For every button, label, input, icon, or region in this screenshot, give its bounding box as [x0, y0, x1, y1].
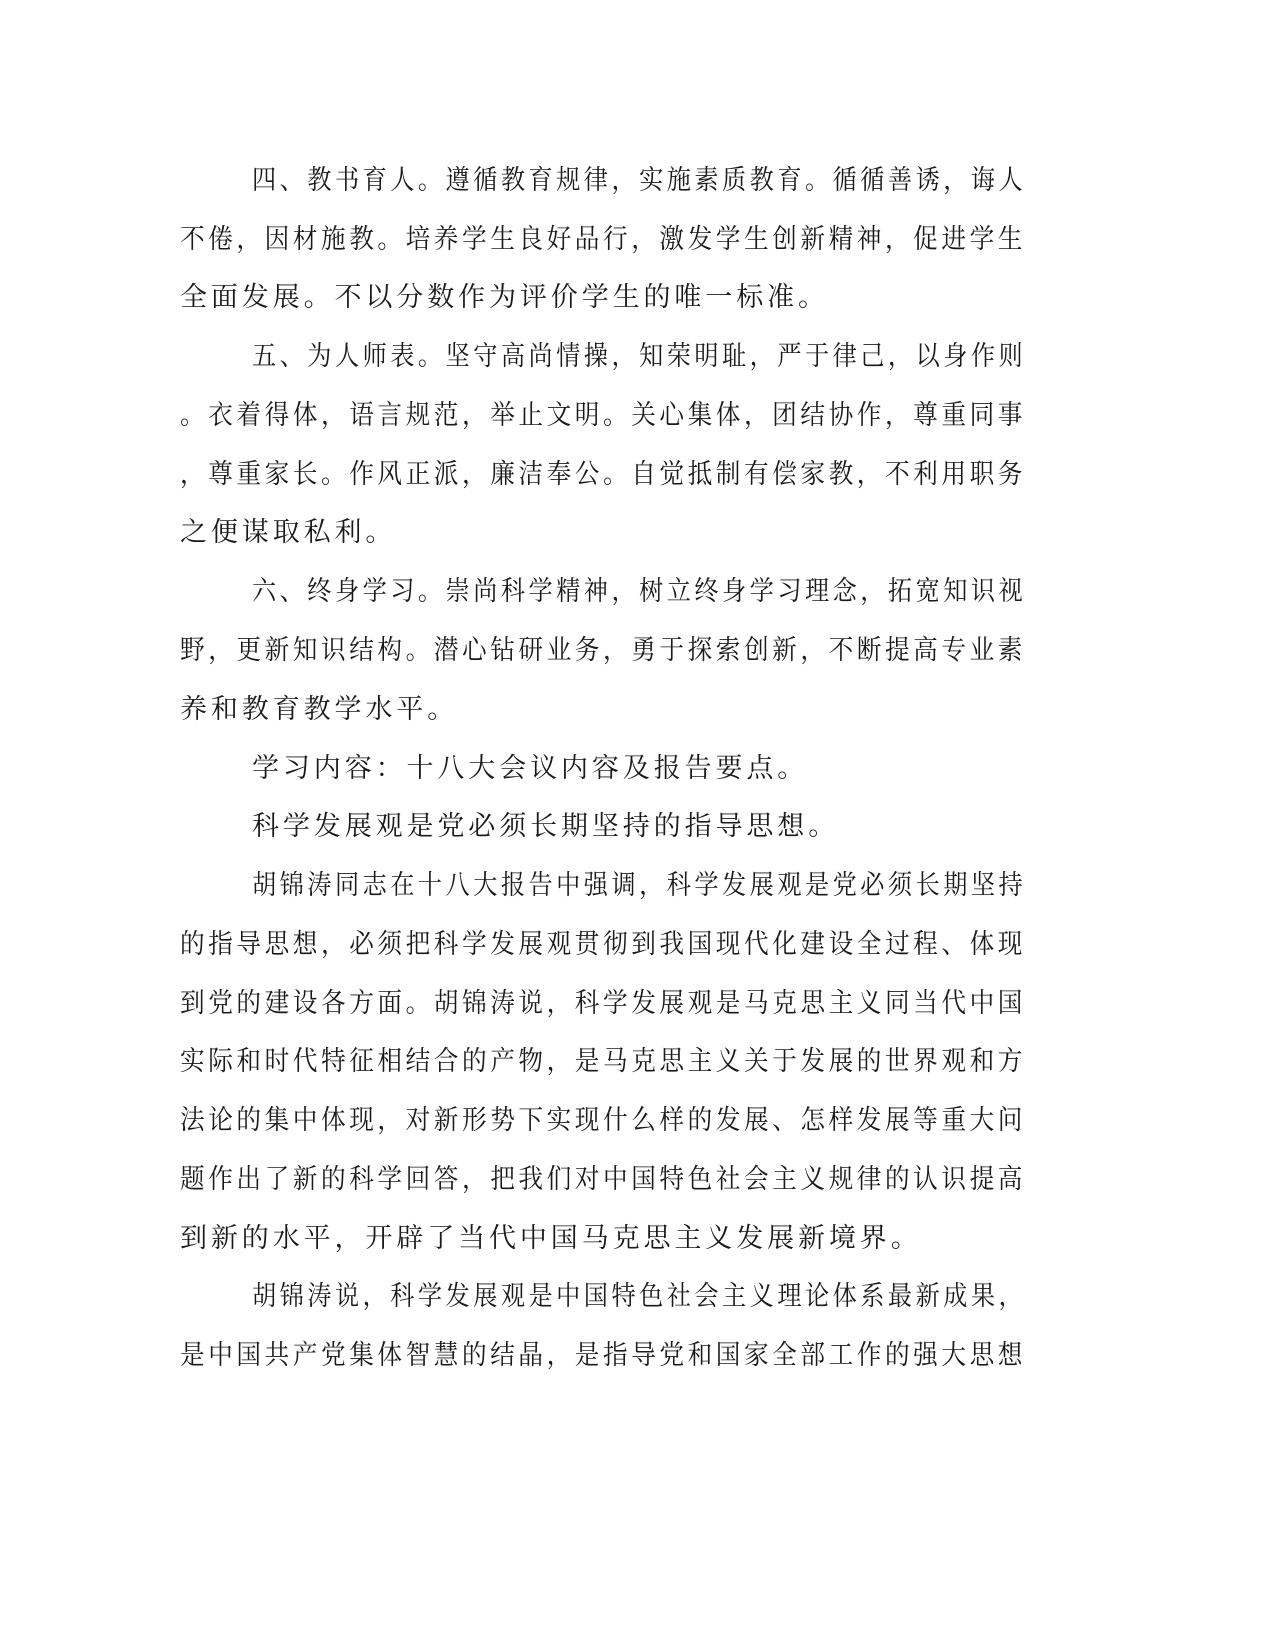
text-line: 之便谋取私利。 [180, 517, 397, 548]
text-line: 胡锦涛同志在十八大报告中强调，科学发展观是党必须长期坚持 [252, 870, 1027, 901]
text-line: ，尊重家长。作风正派，廉洁奉公。自觉抵制有偿家教，不利用职务 [180, 459, 1026, 490]
text-line: 。衣着得体，语言规范，举止文明。关心集体，团结协作，尊重同事 [180, 400, 1026, 431]
text-line: 六、终身学习。崇尚科学精神，树立终身学习理念，拓宽知识视 [252, 576, 1027, 607]
text-line: 不倦，因材施教。培养学生良好品行，激发学生创新精神，促进学生 [180, 224, 1026, 255]
text-line: 法论的集中体现，对新形势下实现什么样的发展、怎样发展等重大问 [180, 1105, 1026, 1136]
text-line: 到党的建设各方面。胡锦涛说，科学发展观是马克思主义同当代中国 [180, 988, 1026, 1019]
text-line: 是中国共产党集体智慧的结晶，是指导党和国家全部工作的强大思想 [180, 1340, 1026, 1371]
text-line: 胡锦涛说，科学发展观是中国特色社会主义理论体系最新成果， [252, 1281, 1027, 1312]
text-line: 养和教育教学水平。 [180, 694, 459, 725]
text-line: 四、教书育人。遵循教育规律，实施素质教育。循循善诱，诲人 [252, 165, 1027, 196]
text-line: 五、为人师表。坚守高尚情操，知荣明耻，严于律己，以身作则 [252, 341, 1027, 372]
text-line: 实际和时代特征相结合的产物，是马克思主义关于发展的世界观和方 [180, 1046, 1026, 1077]
text-line: 科学发展观是党必须长期坚持的指导思想。 [252, 811, 840, 842]
text-line: 学习内容：十八大会议内容及报告要点。 [252, 753, 809, 784]
text-line: 全面发展。不以分数作为评价学生的唯一标准。 [180, 282, 829, 313]
text-line: 野，更新知识结构。潜心钻研业务，勇于探索创新，不断提高专业素 [180, 635, 1026, 666]
text-line: 的指导思想，必须把科学发展观贯彻到我国现代化建设全过程、体现 [180, 929, 1026, 960]
text-line: 到新的水平，开辟了当代中国马克思主义发展新境界。 [180, 1223, 922, 1254]
text-line: 题作出了新的科学回答，把我们对中国特色社会主义规律的认识提高 [180, 1164, 1026, 1195]
